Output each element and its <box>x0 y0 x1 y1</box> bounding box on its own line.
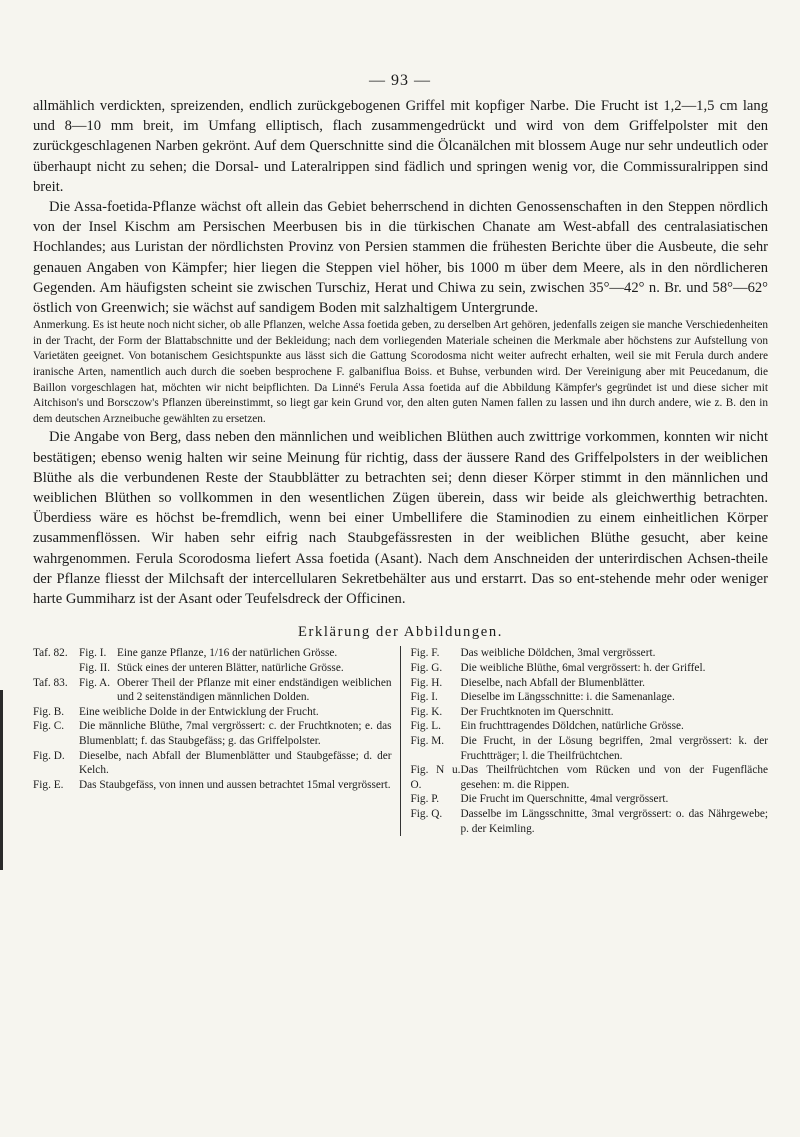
paragraph-2: Die Assa-foetida-Pflanze wächst oft allein das Gebiet beherrschend in dichten Genossenschaften in den Steppen nördlich von der Insel Kischm am Persischen Meerbusen bis in die türkischen Chanate am West-abfall des centralasiatischen Hochlandes; aus Luristan der nördlichsten Provinz von Persien stammen die frühesten Berichte über die Ausbeute, die sehr genauen Angaben von Kämpfer; hier liegen die Steppen viel höher, bis 1000 m über dem Meere, als in den nördlicheren Gegenden. Am häufigsten scheint sie zwischen Turschiz, Herat und Chiwa zu sein, zwischen 35°—42° n. Br. und 58°—62° östlich von Greenwich; sie wächst auf sandigem Boden mit salzhaltigem Untergrunde. <box>33 199 768 317</box>
legend-entry <box>33 676 392 705</box>
legend-fig: Fig. I. <box>410 691 438 704</box>
legend-fig: Fig. L. <box>410 720 441 733</box>
legend-fig: Fig. D. <box>33 749 65 762</box>
legend-text: Das Theilfrüchtchen vom Rücken und von der Fugenfläche gesehen: m. die Rippen. <box>460 764 768 791</box>
legend-text: Die Frucht im Querschnitte, 4mal vergrössert. <box>460 793 669 806</box>
legend-left-column <box>33 646 401 836</box>
legend-plate: Taf. 82. <box>33 647 68 660</box>
legend-fig: Fig. II. <box>79 662 111 675</box>
legend-text: Oberer Theil der Pflanze mit einer endständigen weiblichen und 2 seitenständigen männlichen Dolden. <box>117 676 392 704</box>
legend-text: Dasselbe im Längsschnitte, 3mal vergrössert: o. das Nährgewebe; p. der Keimling. <box>460 807 768 835</box>
legend-entry <box>411 807 769 836</box>
legend-text: Das Staubgefäss, von innen und aussen betrachtet 15mal vergrössert. <box>79 778 391 791</box>
legend-plate: Taf. 83. <box>33 676 68 689</box>
legend-right-column <box>401 646 769 836</box>
legend-fig: Fig. N u. O. <box>410 764 461 791</box>
legend-fig: Fig. B. <box>33 705 65 718</box>
legend-fig: Fig. F. <box>410 647 440 660</box>
legend-text: Dieselbe, nach Abfall der Blumenblätter. <box>460 676 645 689</box>
legend-entry <box>411 690 769 705</box>
legend-fig: Fig. E. <box>33 778 64 791</box>
legend-entry <box>33 705 392 720</box>
legend-entry <box>411 792 769 807</box>
legend-text: Das weibliche Döldchen, 3mal vergrössert. <box>460 647 656 660</box>
legend-fig: Fig. M. <box>410 734 445 747</box>
body-text <box>33 96 768 836</box>
legend-fig: Fig. I. <box>79 647 107 660</box>
legend-plate <box>33 661 79 676</box>
figure-legend <box>33 646 768 836</box>
legend-text: Ein fruchttragendes Döldchen, natürliche Grösse. <box>460 720 684 733</box>
legend-text: Die weibliche Blüthe, 6mal vergrössert: h. der Griffel. <box>460 662 706 675</box>
legend-entry <box>411 661 769 676</box>
page-number: — 93 — <box>369 72 431 89</box>
legend-entry <box>33 778 392 793</box>
legend-text: Die männliche Blüthe, 7mal vergrössert: c. der Fruchtknoten; e. das Blumenblatt; f. das Staubgefäss; g. das Griffelpolster. <box>79 720 392 747</box>
legend-text: Eine weibliche Dolde in der Entwicklung der Frucht. <box>79 705 319 718</box>
legend-entry <box>33 646 392 661</box>
legend-fig: Fig. P. <box>410 793 440 806</box>
legend-fig: Fig. G. <box>410 662 443 675</box>
paragraph-3: Die Angabe von Berg, dass neben den männlichen und weiblichen Blüthen auch zwittrige vorkommen, konnten wir nicht bestätigen; ebenso wenig halten wir seine Meinung für richtig, dass der äussere Rand des Griffelpolsters in der weiblichen Blüthe als die verbundenen Reste der Staubblätter zu betrachten sei; denn dieser Körper stimmt in den männlichen und weiblichen Blüthen so vollkommen in den wesentlichen Zügen überein, dass wir beide als gleichwerthig betrachten. Überdiess wäre es höchst be-fremdlich, wenn bei einer Umbellifere die Staminodien zu einem einheitlichen Körper zusammenflössen. Wir haben sehr eifrig nach Staubgefässresten in der weiblichen Blüthe gesucht, aber keine wahrgenommen. Ferula Scorodosma liefert Assa foetida (Asant). Nach dem Anschneiden der unterirdischen Achsen-theile der Pflanze fliesst der Milchsaft der intercellularen Sekretbehälter aus und erstarrt. Das so ent-stehende mehr oder weniger harte Gummiharz ist der Asant oder Teufelsdreck der Officinen. <box>33 429 768 608</box>
legend-fig: Fig. C. <box>33 720 65 733</box>
legend-fig: Fig. H. <box>410 676 443 689</box>
scan-edge-shadow <box>0 690 3 870</box>
legend-text: Dieselbe, nach Abfall der Blumenblätter und Staubgefässe; d. der Kelch. <box>79 749 392 777</box>
legend-fig: Fig. Q. <box>410 807 443 820</box>
legend-entry <box>33 749 392 778</box>
legend-text: Dieselbe im Längsschnitte: i. die Samenanlage. <box>460 691 675 704</box>
legend-text: Die Frucht, in der Lösung begriffen, 2mal vergrössert: k. der Fruchtträger; l. die Theilfrüchtchen. <box>460 734 768 762</box>
legend-entry <box>33 661 392 676</box>
legend-entry <box>411 734 769 763</box>
legend-fig: Fig. K. <box>410 705 443 718</box>
legend-entry <box>411 646 769 661</box>
legend-entry <box>411 719 769 734</box>
legend-entry <box>411 705 769 720</box>
legend-fig: Fig. A. <box>79 676 111 689</box>
figure-legend-title: Erklärung der Abbildungen. <box>298 624 503 641</box>
footnote-anmerkung: Anmerkung. Es ist heute noch nicht sicher, ob alle Pflanzen, welche Assa foetida geben, zu derselben Art gehören, jedenfalls zeigen sie manche Verschiedenheiten in der Tracht, der Form der Blattabschnitte und der Bekleidung; nach dem vorliegenden Materiale scheinen die Merkmale aber höchstens zur Aufstellung von Varietäten geeignet. Von botanischem Gesichtspunkte aus lässt sich die Gattung Scorodosma nicht weiter aufrecht erhalten, weil sie mit Ferula durch andere iranische Arten, namentlich auch durch die soeben besprochene F. galbaniflua Boiss. et Buhse, verbunden wird. Der Vereinigung aber mit Peucedanum, die Baillon vorgeschlagen hat, möchten wir nicht beipflichten. Da Linné's Ferula Assa foetida auf die Abbildung Kämpfer's gegründet ist und diese sicher mit Aitchison's und Borsczow's Pflanzen übereinstimmt, so liegt gar kein Grund vor, den alten guten Namen fallen zu lassen und ihn durch andere, wie z. B. den in dem deutschen Arzneibuche gewählten zu ersetzen. <box>33 319 768 425</box>
legend-entry <box>411 676 769 691</box>
legend-entry <box>411 763 769 792</box>
legend-entry <box>33 719 392 748</box>
legend-text: Stück eines der unteren Blätter, natürliche Grösse. <box>117 662 344 675</box>
legend-text: Der Fruchtknoten im Querschnitt. <box>460 705 614 718</box>
paragraph-1: allmählich verdickten, spreizenden, endlich zurückgebogenen Griffel mit kopfiger Narbe. Die Frucht ist 1,2—1,5 cm lang und 8—10 mm breit, im Umfang elliptisch, flach zusammengedrückt und wird von dem Griffelpolster mit den zurückgeschlagenen Narben gekrönt. Auf dem Querschnitte sind die Ölcanälchen mit blossem Auge nur sehr undeutlich oder überhaupt nicht zu sehen; die Dorsal- und Lateralrippen sind fädlich und springen wenig vor, die Commissuralrippen sind breit. <box>33 98 768 195</box>
legend-text: Eine ganze Pflanze, 1/16 der natürlichen Grösse. <box>117 647 338 660</box>
